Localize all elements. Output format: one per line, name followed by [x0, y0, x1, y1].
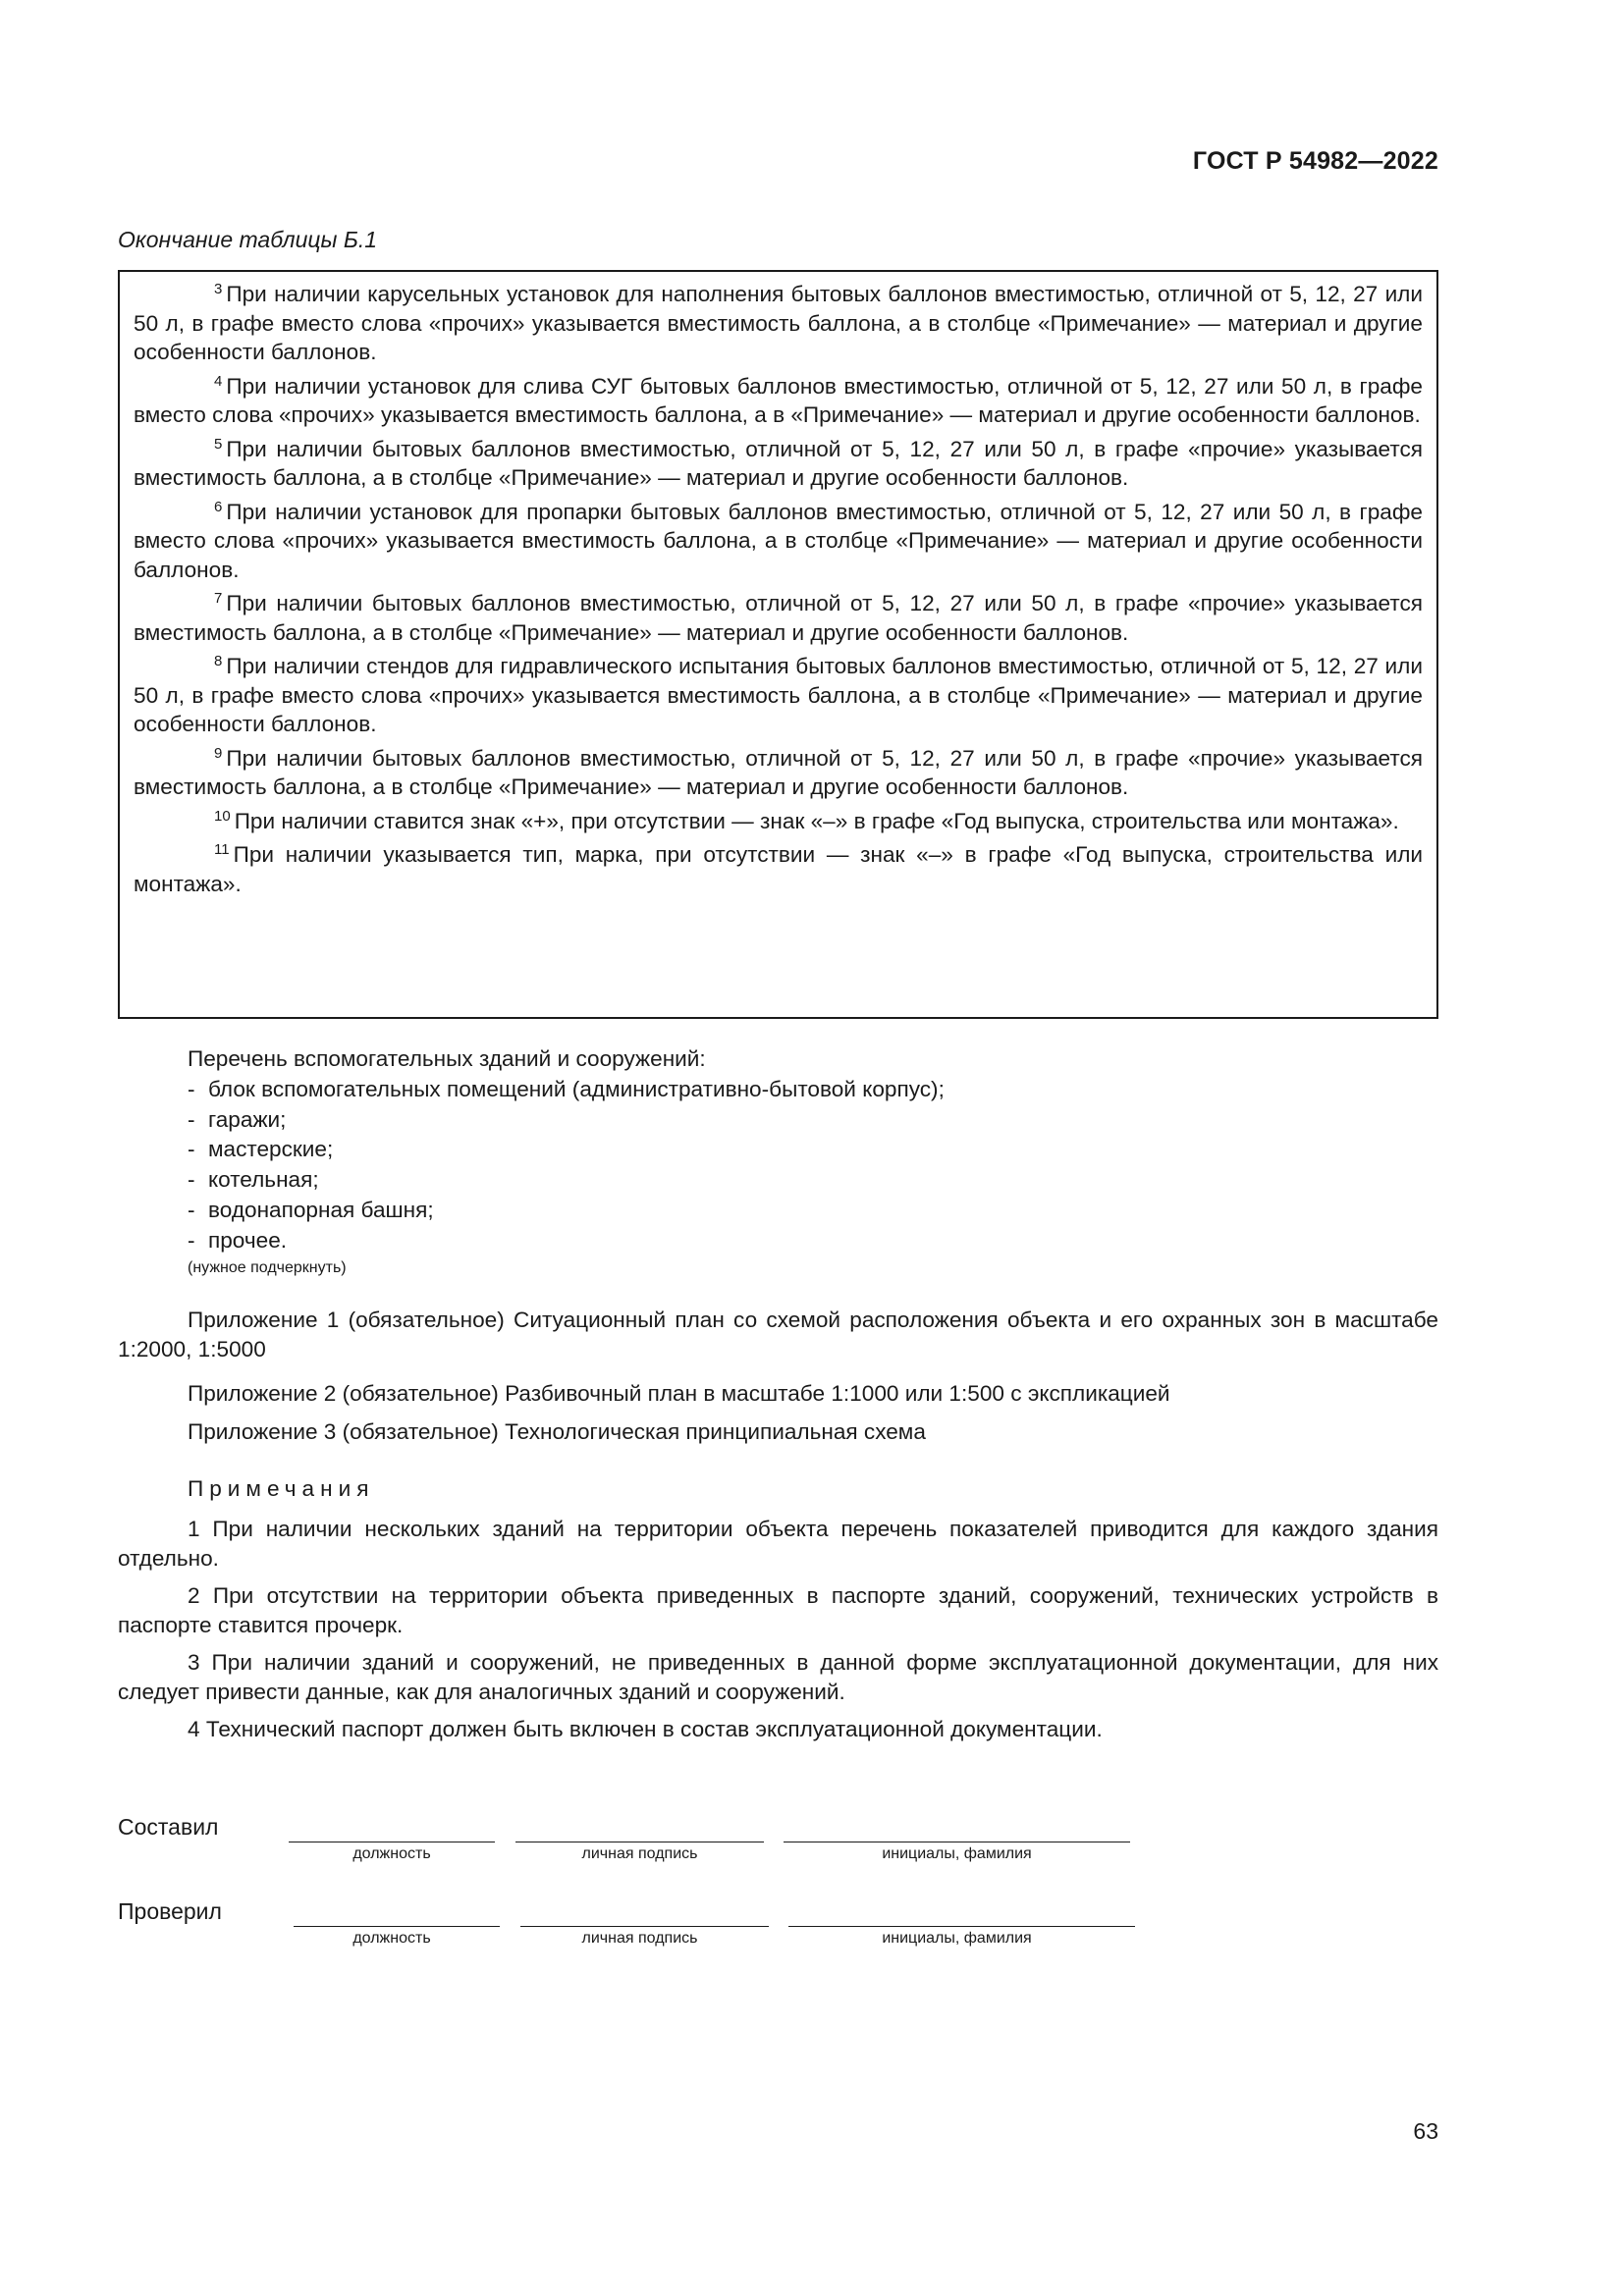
notes-title: Примечания	[188, 1476, 375, 1501]
annex-3: Приложение 3 (обязательное) Технологическая принципиальная схема	[188, 1419, 926, 1444]
footnote-text: При наличии бытовых баллонов вместимостью, отличной от 5, 12, 27 или 50 л, в графе «прочие» указывается вместимость баллона, а в столбце «Примечание» — материал и другие особенности баллонов.	[134, 591, 1423, 645]
compiled-by-label: Составил	[118, 1814, 219, 1840]
list-item-text: котельная;	[208, 1167, 319, 1193]
footnote	[134, 744, 1423, 802]
list-dash: -	[188, 1197, 195, 1222]
footnote	[134, 498, 1423, 585]
position-caption: должность	[352, 1845, 431, 1862]
footnote-text: При наличии установок для пропарки бытовых баллонов вместимостью, отличной от 5, 12, 27 или 50 л, в графе вместо слова «прочих» указывается вместимость баллона, а в столбце «Примечание» — материал и другие особенности баллонов.	[134, 499, 1423, 582]
footnote	[134, 280, 1423, 367]
note-item: 4 Технический паспорт должен быть включен в состав эксплуатационной документации.	[188, 1717, 1103, 1741]
list-item-text: гаражи;	[208, 1106, 287, 1132]
table-caption: Окончание таблицы Б.1	[118, 227, 378, 252]
aux-buildings-list	[188, 1044, 945, 1278]
footnote-number: 4	[214, 372, 223, 390]
footnote-text: При наличии бытовых баллонов вместимостью, отличной от 5, 12, 27 или 50 л, в графе «прочие» указывается вместимость баллона, а в столбце «Примечание» — материал и другие особенности баллонов.	[134, 436, 1423, 490]
footnote-number: 11	[214, 841, 230, 858]
footnote-text: При наличии бытовых баллонов вместимостью, отличной от 5, 12, 27 или 50 л, в графе «прочие» указывается вместимость баллона, а в столбце «Примечание» — материал и другие особенности баллонов.	[134, 745, 1423, 799]
list-dash: -	[188, 1106, 195, 1132]
signature-caption: личная подпись	[581, 1845, 698, 1862]
footnote-text: При наличии ставится знак «+», при отсутствии — знак «–» в графе «Год выпуска, строительства или монтажа».	[234, 808, 1399, 833]
list-dash: -	[188, 1076, 195, 1101]
footnote	[134, 652, 1423, 739]
list-dash: -	[188, 1227, 195, 1253]
aux-list-title: Перечень вспомогательных зданий и сооружений:	[188, 1046, 706, 1071]
footnote-text: При наличии установок для слива СУГ бытовых баллонов вместимостью, отличной от 5, 12, 27 или 50 л, в графе вместо слова «прочих» указывается вместимость баллона, а в «Примечание» — материал и другие особенности баллонов.	[134, 373, 1423, 427]
signature-caption: личная подпись	[581, 1930, 698, 1947]
note-item: 1 При наличии нескольких зданий на территории объекта перечень показателей приводится для каждого здания отдельно.	[118, 1517, 1438, 1571]
list-item	[188, 1165, 945, 1196]
footnote-text: При наличии стендов для гидравлического испытания бытовых баллонов вместимостью, отличной от 5, 12, 27 или 50 л, в графе вместо слова «прочих» указывается вместимость баллона, а в столбце «Примечание» — материал и другие особенности баллонов.	[134, 654, 1423, 736]
list-item	[188, 1105, 945, 1136]
signature-line	[520, 1926, 769, 1927]
position-line	[294, 1926, 500, 1927]
document-code: ГОСТ Р 54982—2022	[1192, 147, 1438, 175]
footnote-number: 7	[214, 590, 223, 607]
page-number: 63	[1413, 2118, 1438, 2144]
footnote-number: 3	[214, 281, 223, 297]
footnote-number: 6	[214, 498, 223, 515]
footnote	[134, 589, 1423, 647]
list-item	[188, 1226, 945, 1256]
footnote-text: При наличии указывается тип, марка, при отсутствии — знак «–» в графе «Год выпуска, строительства или монтажа».	[134, 842, 1423, 896]
footnote	[134, 840, 1423, 898]
checked-by-label: Проверил	[118, 1898, 222, 1924]
annex-1: Приложение 1 (обязательное) Ситуационный план со схемой расположения объекта и его охранных зон в масштабе 1:2000, 1:5000	[118, 1308, 1438, 1362]
footnote-number: 5	[214, 435, 223, 453]
footnote-number: 8	[214, 653, 223, 669]
footnote-number: 10	[214, 807, 231, 825]
footnote	[134, 435, 1423, 493]
position-caption: должность	[352, 1930, 431, 1947]
list-item-text: водонапорная башня;	[208, 1197, 434, 1222]
list-item-text: прочее.	[208, 1227, 288, 1253]
note-item: 2 При отсутствии на территории объекта приведенных в паспорте зданий, сооружений, технических устройств в паспорте ставится прочерк.	[118, 1583, 1438, 1637]
name-caption: инициалы, фамилия	[882, 1845, 1032, 1862]
list-item	[188, 1135, 945, 1165]
annex-2: Приложение 2 (обязательное) Разбивочный план в масштабе 1:1000 или 1:500 с экспликацией	[188, 1381, 1170, 1406]
list-item	[188, 1075, 945, 1105]
footnote	[134, 372, 1423, 430]
footnote	[134, 807, 1423, 836]
list-dash: -	[188, 1137, 195, 1162]
list-item-text: мастерские;	[208, 1137, 334, 1162]
table-footnotes-box	[118, 270, 1438, 1019]
underline-hint: (нужное подчеркнуть)	[188, 1258, 347, 1276]
list-item	[188, 1196, 945, 1226]
name-caption: инициалы, фамилия	[882, 1930, 1032, 1947]
note-item: 3 При наличии зданий и сооружений, не приведенных в данной форме эксплуатационной документации, для них следует привести данные, как для аналогичных зданий и сооружений.	[118, 1650, 1438, 1704]
footnote-text: При наличии карусельных установок для наполнения бытовых баллонов вместимостью, отличной от 5, 12, 27 или 50 л, в графе вместо слова «прочих» указывается вместимость баллона, а в столбце «Примечание» — материал и другие особенности баллонов.	[134, 282, 1423, 364]
name-line	[788, 1926, 1135, 1927]
footnote-number: 9	[214, 744, 223, 762]
list-item-text: блок вспомогательных помещений (административно-бытовой корпус);	[208, 1076, 945, 1101]
list-dash: -	[188, 1167, 195, 1193]
